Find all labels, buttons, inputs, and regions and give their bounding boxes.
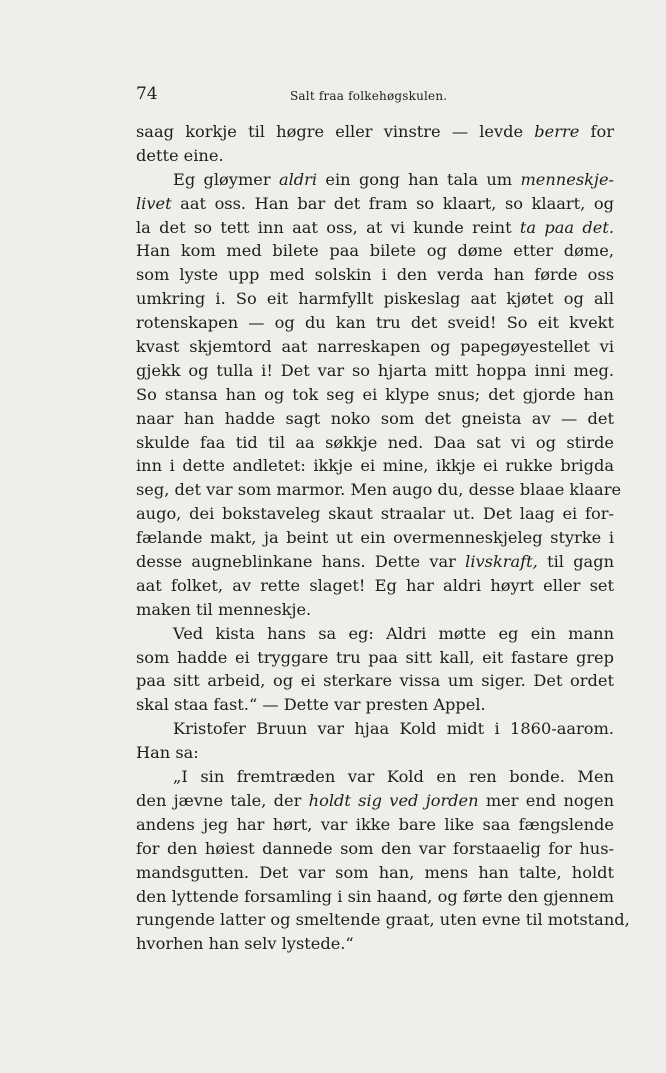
text-line: inn i dette andletet: ikkje ei mine, ikkje ei rukke brigda bbox=[136, 456, 614, 476]
text-line: fælande makt, ja beint ut ein overmenneskjeleg styrke i bbox=[136, 528, 614, 548]
running-title: Salt fraa folkehøgskulen. bbox=[290, 89, 448, 103]
text-line: for den høiest dannede som den var forstaaelig for hus- bbox=[136, 838, 614, 858]
text-line: Han kom med bilete paa bilete og døme etter døme, bbox=[136, 241, 614, 261]
text-line: hvorhen han selv lystede.“ bbox=[136, 934, 354, 954]
text-line: livet aat oss. Han bar det fram so klaart, so klaart, og bbox=[136, 193, 614, 213]
text-line: Ved kista hans sa eg: Aldri møtte eg ein mann bbox=[173, 623, 614, 643]
text-line: umkring i. So eit harmfyllt piskeslag aat kjøtet og all bbox=[136, 289, 614, 309]
body-text bbox=[136, 120, 630, 956]
text-line: Kristofer Bruun var hjaa Kold midt i 1860-aarom. bbox=[173, 719, 614, 739]
text-line: skulde faa tid til aa søkkje ned. Daa sat vi og stirde bbox=[136, 432, 614, 452]
text-line: la det so tett inn aat oss, at vi kunde reint ta paa det. bbox=[136, 217, 614, 237]
text-line: gjekk og tulla i! Det var so hjarta mitt hoppa inni meg. bbox=[136, 360, 614, 380]
text-line: paa sitt arbeid, og ei sterkare vissa um siger. Det ordet bbox=[136, 671, 614, 691]
text-line: skal staa fast.“ — Dette var presten Appel. bbox=[136, 695, 486, 715]
text-line: aat folket, av rette slaget! Eg har aldri høyrt eller set bbox=[136, 575, 614, 595]
text-line: seg, det var som marmor. Men augo du, desse blaae klaare bbox=[136, 480, 622, 500]
page-number: 74 bbox=[136, 84, 158, 104]
text-line: maken til menneskje. bbox=[136, 599, 312, 619]
text-line: mandsgutten. Det var som han, mens han talte, holdt bbox=[136, 862, 614, 882]
text-line: kvast skjemtord aat narreskapen og papegøyestellet vi bbox=[136, 337, 614, 357]
text-line: andens jeg har hørt, var ikke bare like saa fængslende bbox=[136, 814, 614, 834]
text-line: So stansa han og tok seg ei klype snus; det gjorde han bbox=[136, 384, 614, 404]
text-line: naar han hadde sagt noko som det gneista av — det bbox=[136, 408, 614, 428]
text-line: dette eine. bbox=[136, 145, 224, 165]
text-line: Han sa: bbox=[136, 743, 199, 763]
text-line: „I sin fremtræden var Kold en ren bonde. Men bbox=[173, 767, 614, 787]
text-line: rungende latter og smeltende graat, uten evne til motstand, bbox=[136, 910, 630, 930]
text-line: som hadde ei tryggare tru paa sitt kall, eit fastare grep bbox=[136, 647, 614, 667]
text-line: augo, dei bokstaveleg skaut straalar ut. Det laag ei for- bbox=[136, 504, 614, 524]
text-line: som lyste upp med solskin i den verda han førde oss bbox=[136, 265, 614, 285]
text-line: Eg gløymer aldri ein gong han tala um menneskje- bbox=[173, 169, 614, 189]
page-header bbox=[136, 84, 614, 108]
text-line: den lyttende forsamling i sin haand, og førte den gjennem bbox=[136, 886, 614, 906]
text-line: den jævne tale, der holdt sig ved jorden mer end nogen bbox=[136, 790, 614, 810]
text-line: rotenskapen — og du kan tru det sveid! So eit kvekt bbox=[136, 313, 614, 333]
text-line: desse augneblinkane hans. Dette var livskraft, til gagn bbox=[136, 552, 615, 572]
text-line: saag korkje til høgre eller vinstre — levde berre for bbox=[136, 122, 614, 141]
